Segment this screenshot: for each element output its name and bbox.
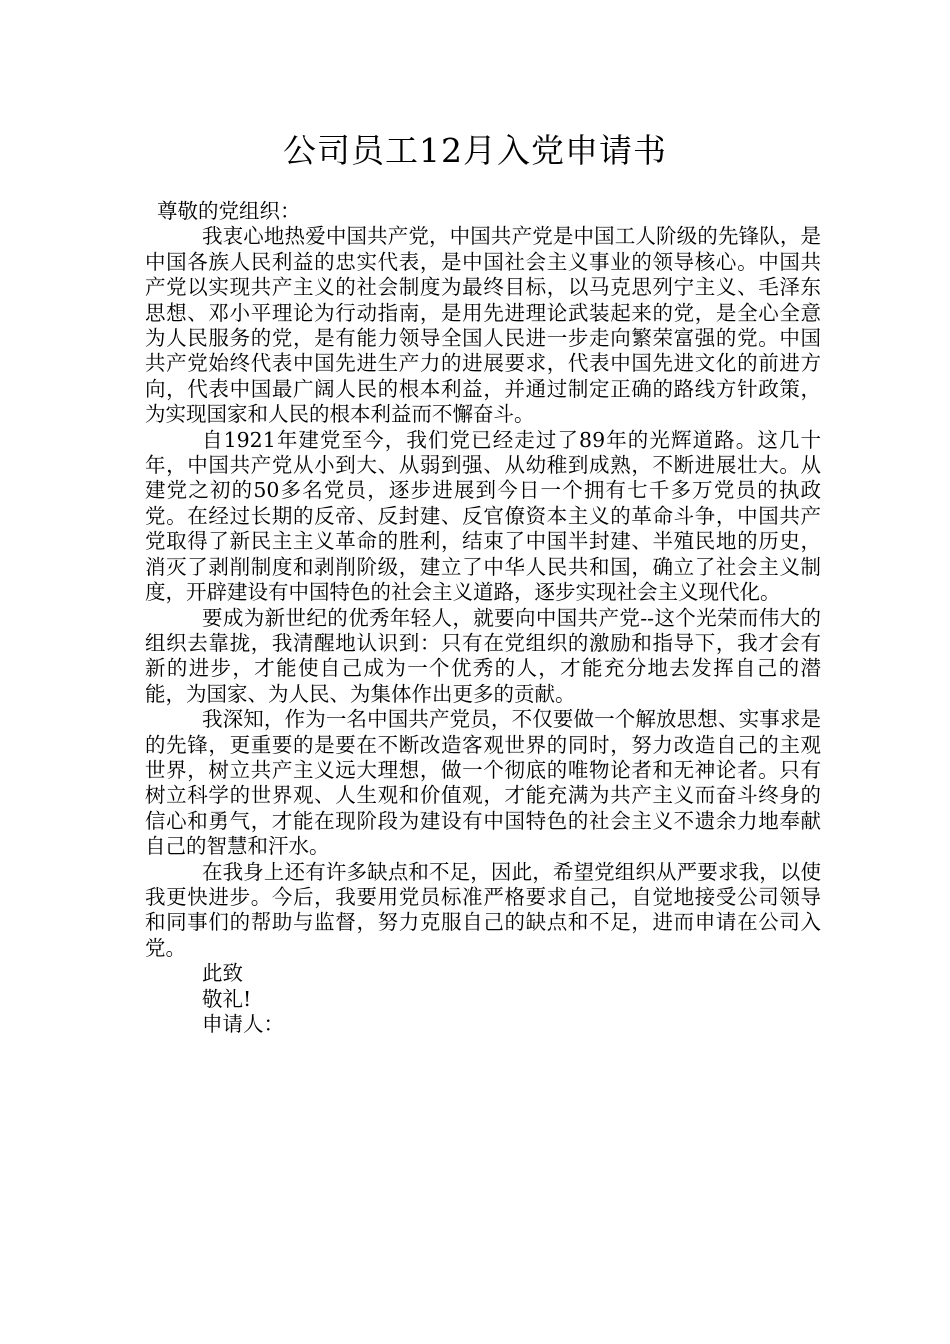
salutation: 尊敬的党组织： xyxy=(157,199,301,223)
applicant-signature-line: 申请人： xyxy=(202,1012,284,1036)
closing-salute: 敬礼! xyxy=(202,986,252,1011)
paragraph-3: 要成为新世纪的优秀年轻人，就要向中国共产党--这个光荣而伟大的组织去靠拢，我清醒地认识到：只有在党组织的激励和指导下，我才会有新的进步，才能使自己成为一个优秀的人，才能充分地去发挥自己的潜能，为国家、为人民、为集体作出更多的贡献。 xyxy=(145,605,821,706)
paragraph-5: 在我身上还有许多缺点和不足，因此，希望党组织从严要求我，以使我更快进步。今后，我要用党员标准严格要求自己，自觉地接受公司领导和同事们的帮助与监督，努力克服自己的缺点和不足，进而申请在公司入党。 xyxy=(145,859,821,960)
document-title: 公司员工12月入党申请书 xyxy=(283,131,667,170)
closing-greeting: 此致 xyxy=(202,961,243,986)
document-body xyxy=(145,199,821,1037)
paragraph-2: 自1921年建党至今，我们党已经走过了89年的光辉道路。这几十年，中国共产党从小到大、从弱到强、从幼稚到成熟，不断进展壮大。从建党之初的50多名党员，逐步进展到今日一个拥有七千多万党员的执政党。在经过长期的反帝、反封建、反官僚资本主义的革命斗争，中国共产党取得了新民主主义革命的胜利，结束了中国半封建、半殖民地的历史，消灭了剥削制度和剥削阶级，建立了中华人民共和国，确立了社会主义制度，开辟建设有中国特色的社会主义道路，逐步实现社会主义现代化。 xyxy=(145,427,821,605)
paragraph-4: 我深知，作为一名中国共产党员，不仅要做一个解放思想、实事求是的先锋，更重要的是要在不断改造客观世界的同时，努力改造自己的主观世界，树立共产主义远大理想，做一个彻底的唯物论者和无神论者。只有树立科学的世界观、人生观和价值观，才能充满为共产主义而奋斗终身的信心和勇气，才能在现阶段为建设有中国特色的社会主义不遗余力地奉献自己的智慧和汗水。 xyxy=(145,707,821,859)
paragraph-1: 我衷心地热爱中国共产党，中国共产党是中国工人阶级的先锋队，是中国各族人民利益的忠实代表，是中国社会主义事业的领导核心。中国共产党以实现共产主义的社会制度为最终目标，以马克思列宁主义、毛泽东思想、邓小平理论为行动指南，是用先进理论武装起来的党，是全心全意为人民服务的党，是有能力领导全国人民进一步走向繁荣富强的党。中国共产党始终代表中国先进生产力的进展要求，代表中国先进文化的前进方向，代表中国最广阔人民的根本利益，并通过制定正确的路线方针政策，为实现国家和人民的根本利益而不懈奋斗。 xyxy=(145,224,821,427)
